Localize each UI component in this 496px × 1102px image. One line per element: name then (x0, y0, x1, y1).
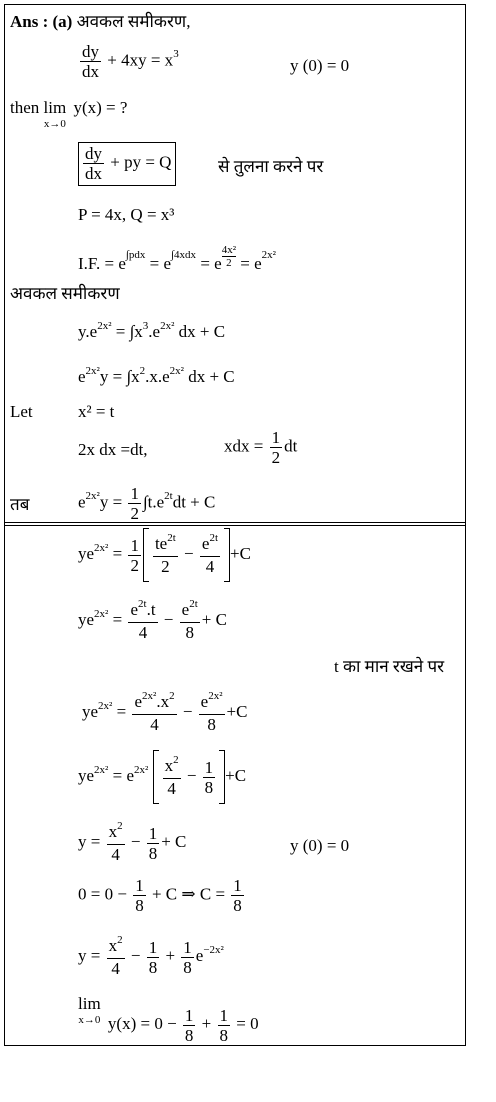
then-limit: then lim x→0 y(x) = ? (10, 98, 128, 130)
fraction: $\frac{dy}{dx}$ (82, 42, 99, 81)
differential: 2x dx =dt, (78, 440, 148, 459)
step-7: y = $\frac{x^2}{4}$ − $\frac{1}{8}$ + C (78, 820, 187, 864)
initial-condition: y (0) = 0 (290, 56, 350, 75)
let-substitution: x² = t (78, 402, 115, 421)
answer-text: अवकल समीकरण, (76, 12, 191, 31)
final-limit: lim x→0 y(x) = 0 − $\frac{1}{8}$ + $\frac{1}{8}$ = 0 (78, 994, 259, 1045)
integrating-factor: I.F. = $e^{\int pdx} = e^{\int 4xdx} = e$ $\frac{\text{4x²}}{2}$ = $e^{2x^2}$ (78, 244, 276, 273)
avakal-heading: अवकल समीकरण (10, 284, 120, 303)
xdx-relation: xdx = $\frac{1}{2}$ dt (224, 428, 298, 467)
answer-heading (10, 12, 190, 32)
step-4: $ye^{2x^2}$ = $\frac{e^{2t}.t}{4}$ − $\frac{e^{2t}}{8}$ + C (78, 598, 227, 642)
boxed-equation: $\frac{dy}{dx}$ + py = Q (78, 142, 176, 186)
step-2: $e^{2x^2}y = \int x^2.x.e^{2x^2}$ dx + C (78, 365, 235, 386)
step-8: 0 = 0 − $\frac{1}{8}$ + C ⇒ C = $\frac{1}{8}$ (78, 876, 242, 915)
answer-label: Ans : (a) (10, 12, 73, 31)
equation-1: $\frac{dy}{dx}$ + $4xy = x^3$ (82, 42, 179, 81)
t-substitution-note: t का मान रखने पर (334, 657, 445, 676)
step-5: $ye^{2x^2}$ = $\frac{e^{2x^2}.x^2}{4}$ − $\frac{e^{2x^2}}{8}$ +C (82, 690, 248, 734)
step-1: $y.e^{2x^2} = \int x^3.e^{2x^2}$ dx + C (78, 320, 226, 341)
step-tab: $e^{2x^2}y$ = $\frac{1}{2}$ $\int t.e^{2t}dt + C$ (78, 484, 216, 523)
p-q-values: P = 4x, Q = x³ (78, 205, 175, 224)
step-3: $ye^{2x^2}$ = $\frac{1}{2}$ $\frac{te^{2t}}{2}$ − $\frac{e^{2t}}{4}$ +C (78, 528, 251, 582)
initial-condition-2: y (0) = 0 (290, 836, 350, 855)
standard-form (78, 142, 176, 186)
compare-text: से तुलना करने पर (218, 157, 324, 176)
step-9: y = $\frac{x^2}{4}$ − $\frac{1}{8}$ + $\frac{1}{8}$ $e^{-2x^2}$ (78, 934, 224, 978)
let-word: Let (10, 402, 33, 421)
tab-word: तब (10, 495, 30, 514)
step-6: $ye^{2x^2} = e^{2x^2}$ $\frac{x^2}{4}$ − $\frac{1}{8}$ +C (78, 750, 246, 804)
